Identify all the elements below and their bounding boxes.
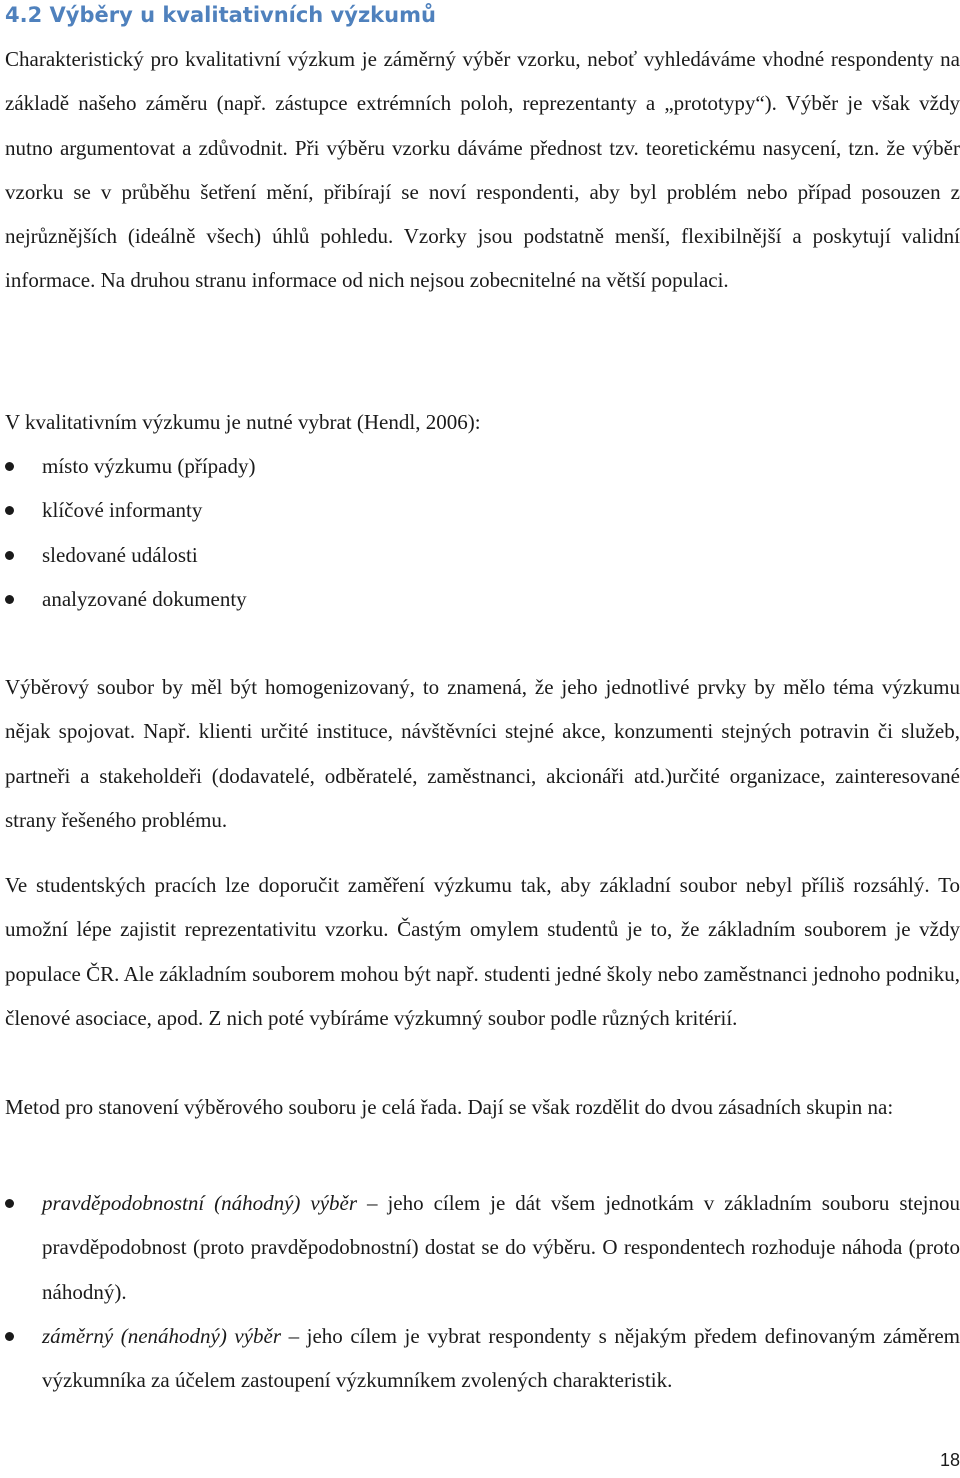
document-page xyxy=(5,0,960,1478)
methods-paragraph: Metod pro stanovení výběrového souboru je celá řada. Dají se však rozdělit do dvou zásadních skupin na: xyxy=(5,1095,894,1119)
bullet-icon xyxy=(5,595,14,604)
list-item: klíčové informanty xyxy=(5,488,960,532)
bullet-icon xyxy=(5,1332,14,1341)
student-works-paragraph: Ve studentských pracích lze doporučit zaměření výzkumu tak, aby základní soubor nebyl příliš rozsáhlý. To umožní lépe zajistit reprezentativitu vzorku. Častým omylem studentů je to, že základním souborem je vždy populace ČR. Ale základním souborem mohou být např. studenti jedné školy nebo zaměstnanci jednoho podniku, členové asociace, apod. Z nich poté vybíráme výzkumný soubor podle různých kritérií. xyxy=(5,873,960,1030)
page-number: 18 xyxy=(939,1450,960,1470)
list-item: záměrný (nenáhodný) výběr – jeho cílem je vybrat respondenty s nějakým předem definovaným záměrem výzkumníka za účelem zastoupení výzkumníkem zvolených charakteristik. xyxy=(5,1314,960,1403)
bullet-icon xyxy=(5,462,14,471)
section-heading: 4.2 Výběry u kvalitativních výzkumů xyxy=(5,3,436,27)
list-item: pravděpodobnostní (náhodný) výběr – jeho cílem je dát všem jednotkám v základním souboru stejnou pravděpodobnost (proto pravděpodobnostní) dostat se do výběru. O respondentech rozhoduje náhoda (proto náhodný). xyxy=(5,1181,960,1314)
list-intro-paragraph: V kvalitativním výzkumu je nutné vybrat (Hendl, 2006): xyxy=(5,410,481,434)
sampling-types-list xyxy=(5,1181,960,1402)
selection-items-list xyxy=(5,444,960,621)
intro-paragraph: Charakteristický pro kvalitativní výzkum je záměrný výběr vzorku, neboť vyhledáváme vhodné respondenty na základě našeho záměru (např. zástupce extrémních poloh, reprezentanty a „prototypy“). Výběr je však vždy nutno argumentovat a zdůvodnit. Při výběru vzorku dáváme přednost tzv. teoretickému nasycení, tzn. že výběr vzorku se v průběhu šetření mění, přibírají se noví respondenti, aby byl problém nebo případ posouzen z nejrůznějších (ideálně všech) úhlů pohledu. Vzorky jsou podstatně menší, flexibilnější a poskytují validní informace. Na druhou stranu informace od nich nejsou zobecnitelné na větší populaci. xyxy=(5,47,960,293)
list-item: analyzované dokumenty xyxy=(5,577,960,621)
term: pravděpodobnostní (náhodný) výběr xyxy=(42,1191,358,1215)
term: záměrný (nenáhodný) výběr xyxy=(42,1323,282,1348)
list-item: místo výzkumu (případy) xyxy=(5,444,960,488)
bullet-icon xyxy=(5,1199,14,1208)
bullet-icon xyxy=(5,506,14,515)
bullet-icon xyxy=(5,551,14,560)
homogeneity-paragraph: Výběrový soubor by měl být homogenizovaný, to znamená, že jeho jednotlivé prvky by mělo téma výzkumu nějak spojovat. Např. klienti určité instituce, návštěvníci stejné akce, konzumenti stejných potravin či služeb, partneři a stakeholdeři (dodavatelé, odběratelé, zaměstnanci, akcionáři atd.)určité organizace, zainteresované strany řešeného problému. xyxy=(5,675,960,832)
list-item: sledované události xyxy=(5,533,960,577)
